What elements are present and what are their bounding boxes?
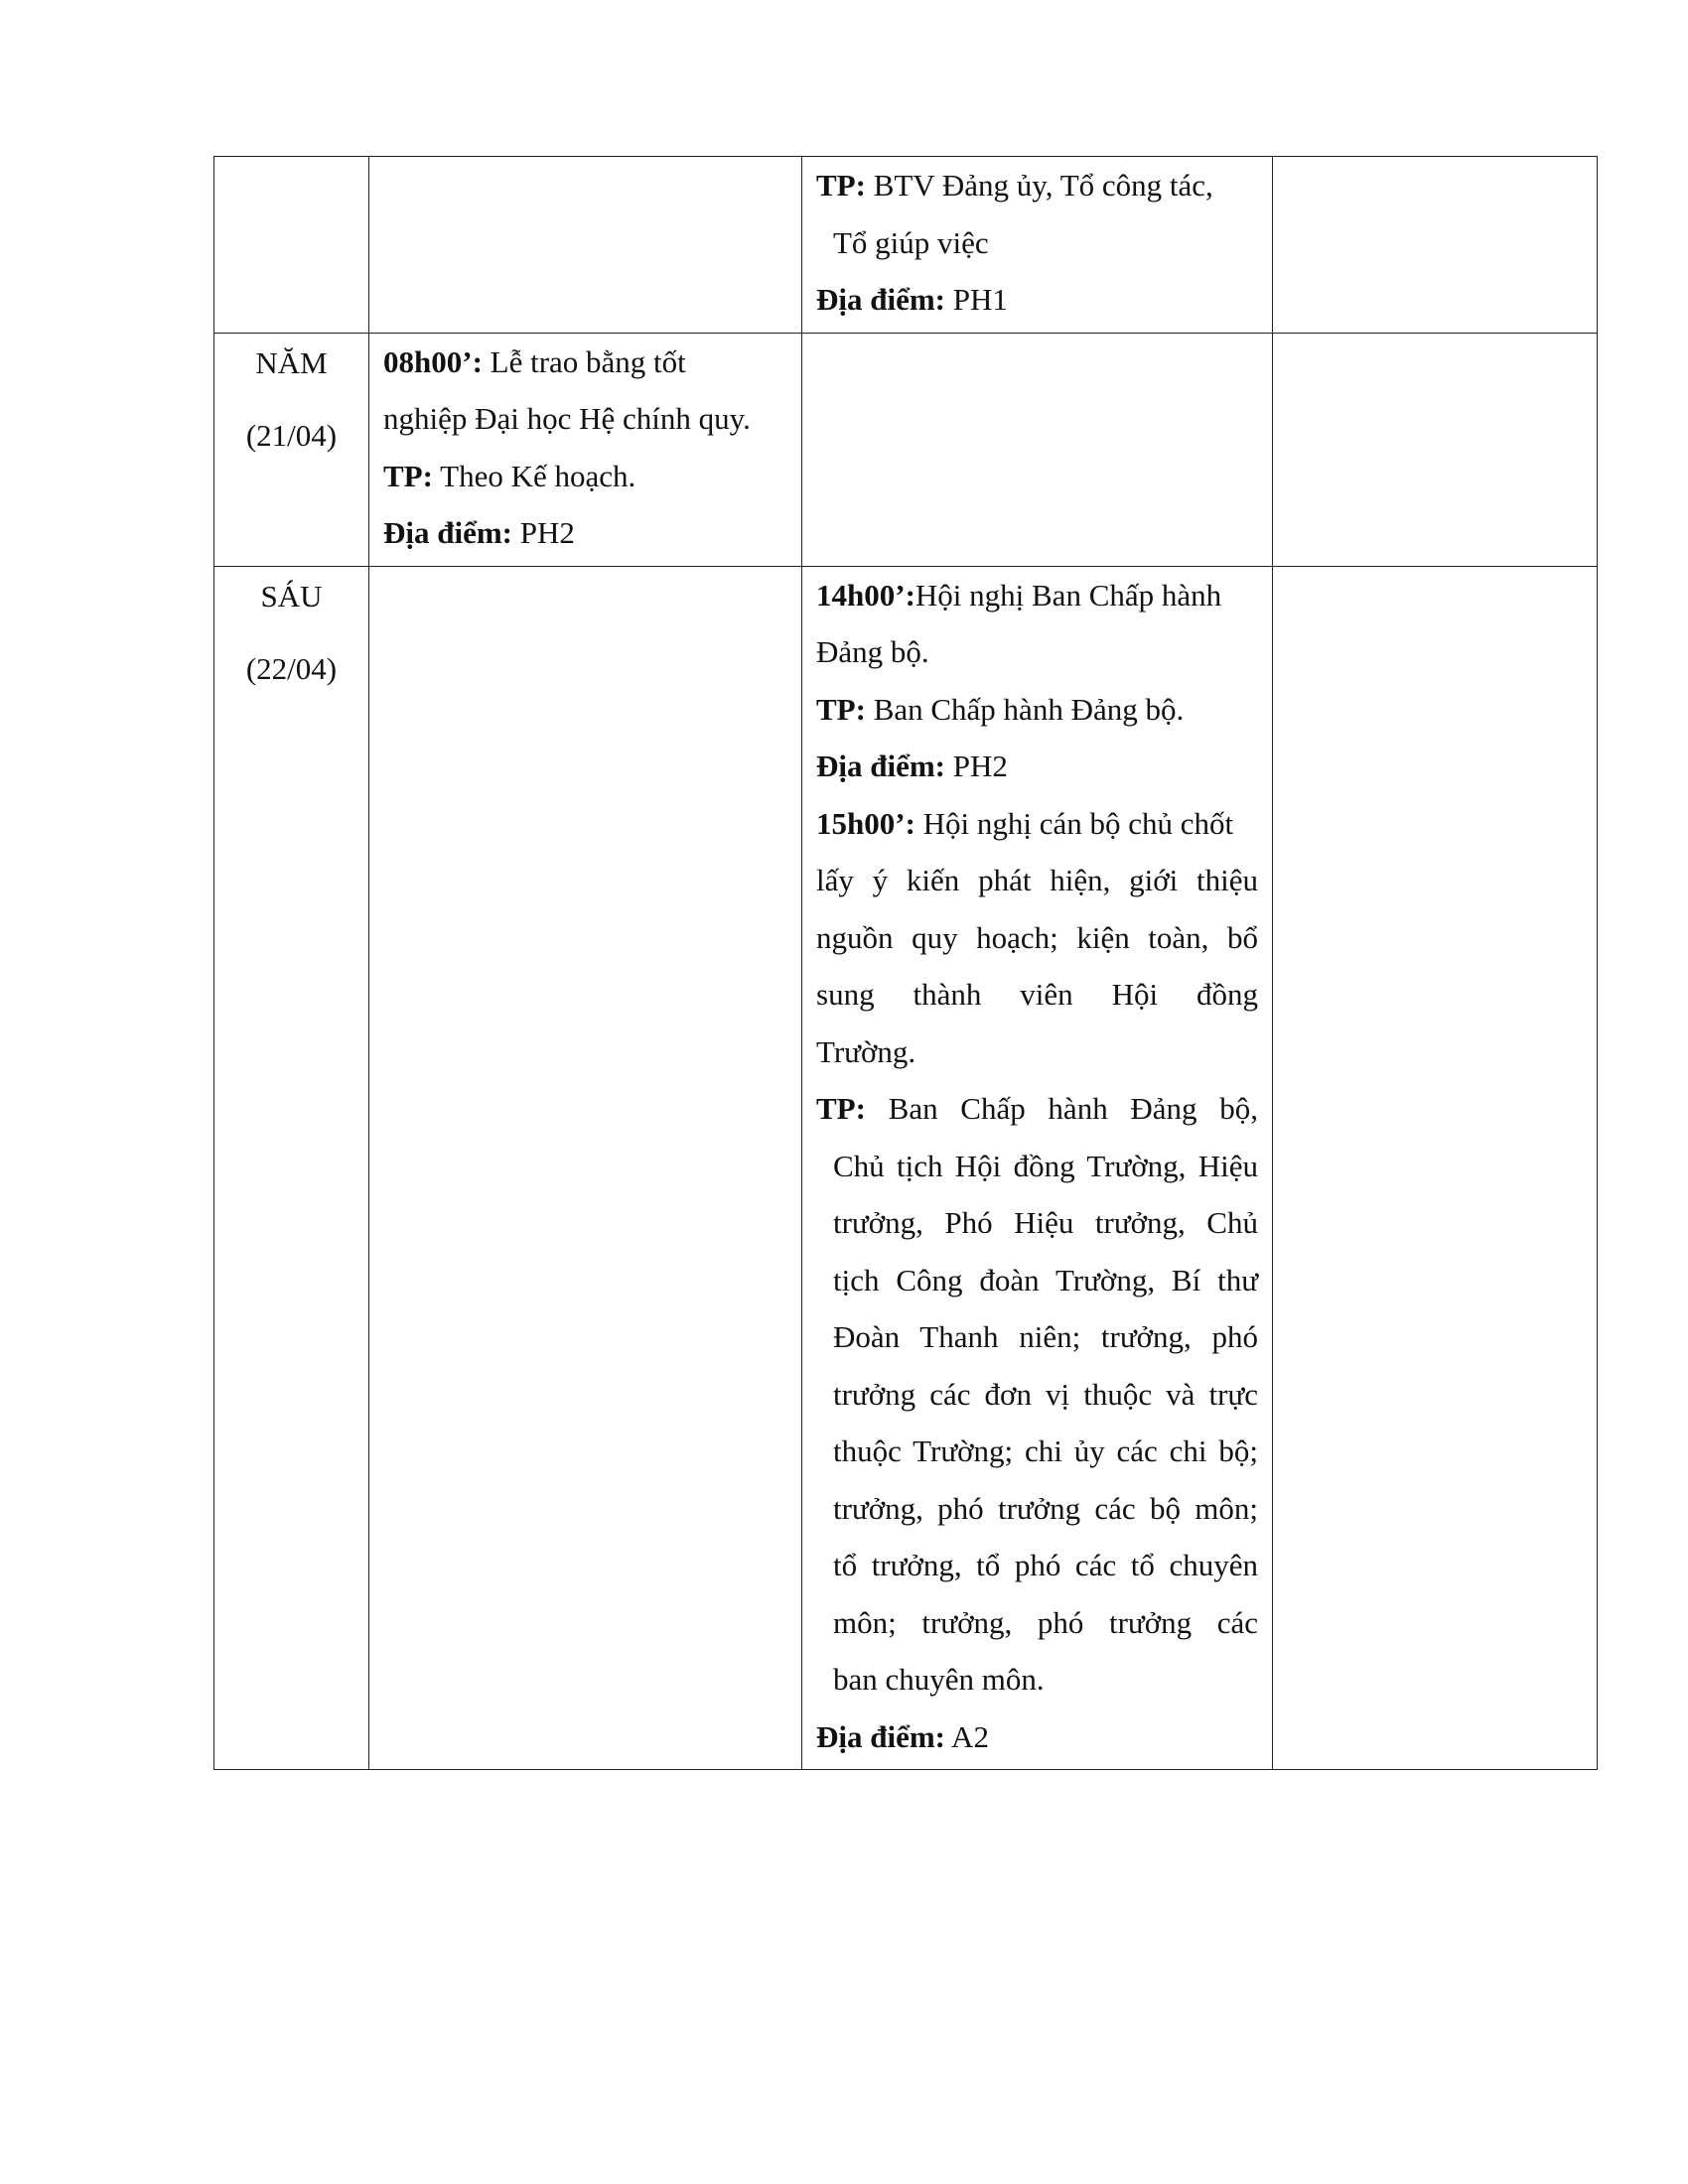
notes-cell	[1273, 157, 1598, 334]
day-cell	[214, 333, 369, 566]
day-cell	[214, 157, 369, 334]
event-line: sung thành viên Hội đồng	[816, 977, 1258, 1012]
event-line: Địa điểm: PH2	[383, 515, 575, 550]
event-line: môn; trưởng, phó trưởng các	[833, 1604, 1258, 1640]
schedule-row-friday	[214, 566, 1598, 1770]
schedule-table	[213, 156, 1598, 1770]
event-line: 14h00’:Hội nghị Ban Chấp hành	[816, 577, 1222, 613]
event-line: Địa điểm: A2	[816, 1718, 989, 1754]
morning-cell	[369, 566, 802, 1770]
event-line: TP: Theo Kế hoạch.	[383, 458, 636, 493]
event-line: Đảng bộ.	[816, 634, 929, 669]
event-line: thuộc Trường; chi ủy các chi bộ;	[833, 1433, 1258, 1468]
event-line: nguồn quy hoạch; kiện toàn, bổ	[816, 919, 1258, 955]
notes-cell	[1273, 566, 1598, 1770]
event-line: Tổ giúp việc	[833, 224, 989, 260]
event-line: nghiệp Đại học Hệ chính quy.	[383, 401, 751, 436]
day-date: (22/04)	[245, 650, 338, 686]
afternoon-cell	[802, 566, 1273, 1770]
event-line: TP: BTV Đảng ủy, Tổ công tác,	[816, 168, 1213, 203]
morning-cell	[369, 157, 802, 334]
day-name: SÁU	[260, 578, 323, 614]
day-name: NĂM	[255, 344, 328, 380]
event-line: trưởng, phó trưởng các bộ môn;	[833, 1490, 1258, 1526]
event-line: tịch Công đoàn Trường, Bí thư	[833, 1262, 1258, 1297]
event-line: Địa điểm: PH1	[816, 282, 1008, 317]
event-line: TP: Ban Chấp hành Đảng bộ,	[816, 1091, 1258, 1126]
event-block	[369, 334, 801, 566]
event-line: 15h00’: Hội nghị cán bộ chủ chốt	[816, 805, 1234, 841]
afternoon-cell	[802, 333, 1273, 566]
event-line: Trường.	[816, 1033, 916, 1069]
event-line: lấy ý kiến phát hiện, giới thiệu	[816, 863, 1258, 897]
event-block	[802, 567, 1272, 1770]
notes-cell	[1273, 333, 1598, 566]
day-cell	[214, 566, 369, 1770]
day-date: (21/04)	[245, 417, 338, 453]
event-line: Đoàn Thanh niên; trưởng, phó	[833, 1319, 1258, 1354]
event-line: 08h00’: Lễ trao bằng tốt	[383, 343, 686, 379]
event-line: trưởng, Phó Hiệu trưởng, Chủ	[833, 1205, 1258, 1240]
morning-cell	[369, 333, 802, 566]
event-line: TP: Ban Chấp hành Đảng bộ.	[816, 691, 1185, 727]
event-line: tổ trưởng, tổ phó các tổ chuyên	[833, 1548, 1258, 1582]
event-block	[802, 157, 1272, 333]
event-line: ban chuyên môn.	[833, 1662, 1045, 1697]
event-line: trưởng các đơn vị thuộc và trực	[833, 1376, 1258, 1412]
schedule-row-continued	[214, 157, 1598, 334]
schedule-row-thursday	[214, 333, 1598, 566]
afternoon-cell	[802, 157, 1273, 334]
event-line: Chủ tịch Hội đồng Trường, Hiệu	[833, 1148, 1258, 1183]
event-line: Địa điểm: PH2	[816, 749, 1008, 783]
